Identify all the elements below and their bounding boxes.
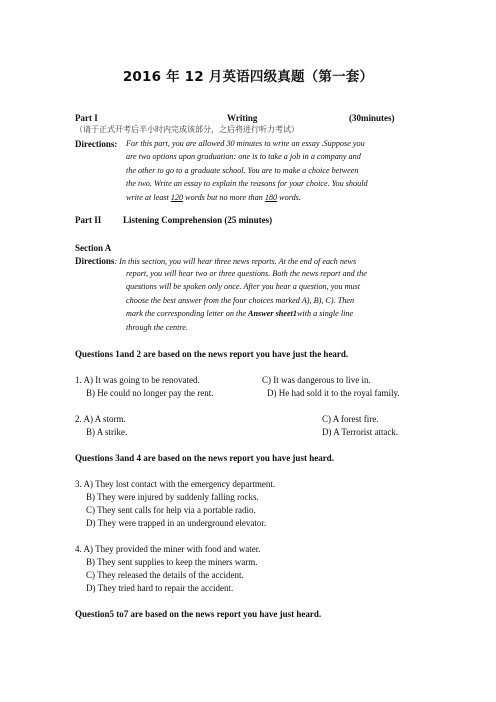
questions-1-2-header: Questions 1and 2 are based on the news report you have just the heard. [75,349,349,359]
part2-label: Part II [75,215,102,225]
page-title: 2016 年 12 月英语四级真题（第一套） [122,69,374,85]
q3-option-d: D) They were trapped in an underground elevator. [86,518,267,528]
q2-option-d: D) A Terrorist attack. [322,427,399,437]
directions-line: mark the corresponding letter on the Answer sheet1with a single line [126,309,354,319]
part2-name: Listening Comprehension (25 minutes) [123,215,273,225]
q4-option-c: C) They released the details of the accident. [86,570,244,580]
q1-option-d: D) He had sold it to the royal family. [267,388,400,398]
part2-directions-first-line: Directions: In this section, you will hear three news reports. At the end of each news [75,256,357,266]
q1-option-a: 1. A) It was going to be renovated. [75,375,200,385]
q2-option-c: C) A forest fire. [322,414,379,424]
directions-line: For this part, you are allowed 30 minutes to write an essay .Suppose you [126,139,365,148]
directions-line: write at least 120 words but no more than 180 words. [126,192,301,202]
q2-option-b: B) A strike. [86,427,128,437]
part1-directions [126,137,423,204]
section-a-label: Section A [75,243,112,253]
q3-option-a: 3. A) They lost contact with the emergency department. [75,479,276,489]
part1-note: （请于正式开考后半小时内完成该部分，之后将进行听力考试） [75,125,299,134]
q1-option-c: C) It was dangerous to live in. [262,375,371,385]
directions-line: the two. Write an essay to explain the reasons for your choice. You should [126,179,368,189]
directions-line: questions will be spoken only once. After you hear a question, you must [126,282,361,292]
directions-line: through the centre. [126,322,188,332]
min-words: 120 [170,192,184,202]
q4-option-a: 4. A) They provided the miner with food and water. [75,544,261,554]
q3-option-b: B) They were injured by suddenly falling rocks. [86,492,259,502]
part1-label: Part I [75,113,98,123]
questions-3-4-header: Questions 3and 4 are based on the news report you have just heard. [75,453,334,463]
directions-line: report, you will hear two or three questions. Both the news report and the [126,269,367,278]
q1-option-b: B) He could no longer pay the rent. [86,388,214,398]
part2-directions [126,267,423,334]
part1-directions-label: Directions: [75,139,118,149]
directions-line: choose the best answer from the four choices marked A), B), C). Then [126,295,355,305]
questions-5-7-header: Question5 to7 are based on the news report you have just heard. [75,609,322,619]
directions-line: the other to go to a graduate school. You are to make a choice between [126,165,359,175]
q4-option-d: D) They tried hard to repair the accident. [86,583,234,593]
q3-option-c: C) They sent calls for help via a portable radio. [86,505,256,515]
directions-line: are two options upon graduation: one is to take a job in a company and [126,152,361,162]
max-words: 180 [264,192,278,202]
part2-directions-label: Directions [75,256,115,266]
q2-option-a: 2. A) A storm. [75,414,126,424]
q4-option-b: B) They sent supplies to keep the miners warm. [86,557,258,567]
part1-name: Writing [227,113,258,123]
part1-time: (30minutes) [349,113,395,123]
answer-sheet-ref: Answer sheet1 [248,309,297,319]
